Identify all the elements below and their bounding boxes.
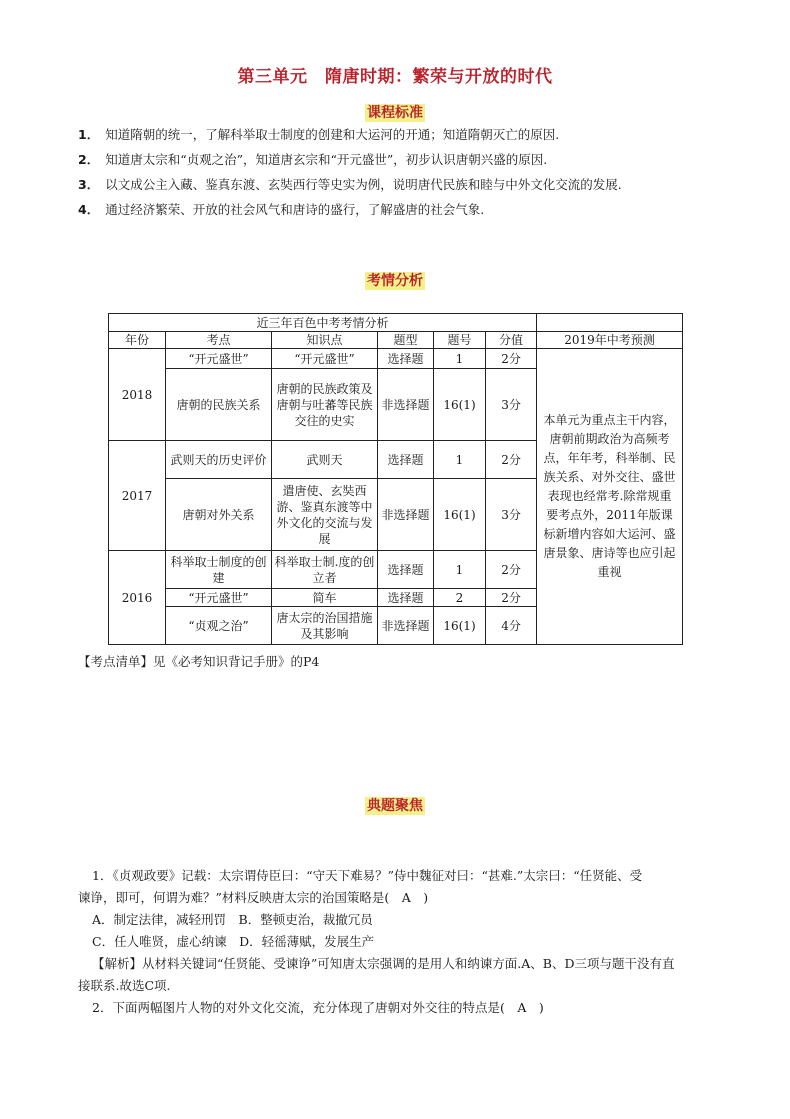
analysis-text: 接联系.故选C项. [78, 978, 171, 993]
topic-cell: 唐朝的民族关系 [166, 369, 272, 441]
standard-item: 2． 知道唐太宗和“贞观之治”，知道唐玄宗和“开元盛世”，初步认识唐朝兴盛的原因. [78, 152, 548, 167]
score-cell: 2分 [486, 349, 537, 369]
question-text: 2．下面两幅图片人物的对外文化交流，充分体现了唐朝对外交往的特点是( A ) [92, 1000, 544, 1015]
knowledge-cell: 唐太宗的治国措施及其影响 [272, 607, 378, 645]
table-row [109, 349, 683, 369]
header-cell: 题号 [434, 332, 486, 349]
standards-list [78, 125, 758, 225]
num-cell: 1 [434, 551, 486, 589]
knowledge-cell: “开元盛世” [272, 349, 378, 369]
header-cell: 分值 [486, 332, 537, 349]
type-cell: 选择题 [378, 551, 434, 589]
num-cell: 1 [434, 349, 486, 369]
score-cell: 4分 [486, 607, 537, 645]
knowledge-cell: 武则天 [272, 441, 378, 479]
option-line: A．制定法律，减轻刑罚 B．整顿吏治，裁撤冗员 [92, 912, 373, 927]
topic-cell: 科举取士制度的创建 [166, 551, 272, 589]
standards-heading: 课程标准 [367, 105, 423, 121]
analysis-text: 【解析】从材料关键词“任贤能、受谏诤”可知唐太宗强调的是用人和纳谏方面.A、B、D三项与题干没有直 [92, 956, 675, 971]
table-caption-blank [537, 314, 683, 332]
topic-cell: “开元盛世” [166, 349, 272, 369]
standard-item: 1． 知道隋朝的统一，了解科举取士制度的创建和大运河的开通；知道隋朝灭亡的原因. [78, 127, 560, 142]
type-cell: 非选择题 [378, 479, 434, 551]
type-cell: 非选择题 [378, 607, 434, 645]
num-cell: 16(1) [434, 607, 486, 645]
type-cell: 非选择题 [378, 369, 434, 441]
score-cell: 3分 [486, 479, 537, 551]
header-cell: 考点 [166, 332, 272, 349]
standard-item: 3． 以文成公主入藏、鉴真东渡、玄奘西行等史实为例，说明唐代民族和睦与中外文化交流的发展. [78, 177, 622, 192]
standard-item: 4． 通过经济繁荣、开放的社会风气和唐诗的盛行，了解盛唐的社会气象. [78, 202, 485, 217]
num-cell: 16(1) [434, 369, 486, 441]
header-cell: 题型 [378, 332, 434, 349]
year-cell: 2018 [109, 349, 166, 441]
num-cell: 16(1) [434, 479, 486, 551]
analysis-heading: 考情分析 [367, 273, 423, 289]
header-cell: 2019年中考预测 [537, 332, 683, 349]
score-cell: 2分 [486, 589, 537, 607]
knowledge-cell: 唐朝的民族政策及唐朝与吐蕃等民族交往的史实 [272, 369, 378, 441]
topic-cell: “贞观之治” [166, 607, 272, 645]
focus-heading: 典题聚焦 [367, 798, 423, 814]
option-line: C．任人唯贤，虚心纳谏 D．轻徭薄赋，发展生产 [92, 934, 375, 949]
question-text: 1．《贞观政要》记载：太宗谓侍臣曰：“守天下难易？”侍中魏征对曰：“甚难.”太宗曰：“任贤能、受 [92, 868, 643, 883]
type-cell: 选择题 [378, 589, 434, 607]
question-block [78, 865, 758, 1019]
footnote: 【考点清单】见《必考知识背记手册》的P4 [78, 654, 320, 669]
num-cell: 2 [434, 589, 486, 607]
topic-cell: 武则天的历史评价 [166, 441, 272, 479]
table-caption: 近三年百色中考考情分析 [109, 314, 537, 332]
table-header-row [109, 332, 683, 349]
score-cell: 3分 [486, 369, 537, 441]
topic-cell: “开元盛世” [166, 589, 272, 607]
score-cell: 2分 [486, 441, 537, 479]
num-cell: 1 [434, 441, 486, 479]
header-cell: 年份 [109, 332, 166, 349]
exam-analysis-table [108, 313, 683, 645]
question-text: 谏诤，即可，何谓为难？”材料反映唐太宗的治国策略是( A ) [78, 890, 429, 905]
year-cell: 2016 [109, 551, 166, 645]
type-cell: 选择题 [378, 441, 434, 479]
prediction-cell: 本单元为重点主干内容，唐朝前期政治为高频考点，年年考，科举制、民族关系、对外交往、盛世表现也经常考.除常规重要考点外，2011年版课标新增内容如大运河、盛唐景象、唐诗等也应引起重视 [537, 349, 683, 645]
knowledge-cell: 遣唐使、玄奘西游、鉴真东渡等中外文化的交流与发展 [272, 479, 378, 551]
score-cell: 2分 [486, 551, 537, 589]
topic-cell: 唐朝对外关系 [166, 479, 272, 551]
type-cell: 选择题 [378, 349, 434, 369]
page-title: 第三单元 隋唐时期：繁荣与开放的时代 [237, 67, 553, 87]
year-cell: 2017 [109, 441, 166, 551]
header-cell: 知识点 [272, 332, 378, 349]
knowledge-cell: 科举取士制.度的创立者 [272, 551, 378, 589]
knowledge-cell: 简车 [272, 589, 378, 607]
